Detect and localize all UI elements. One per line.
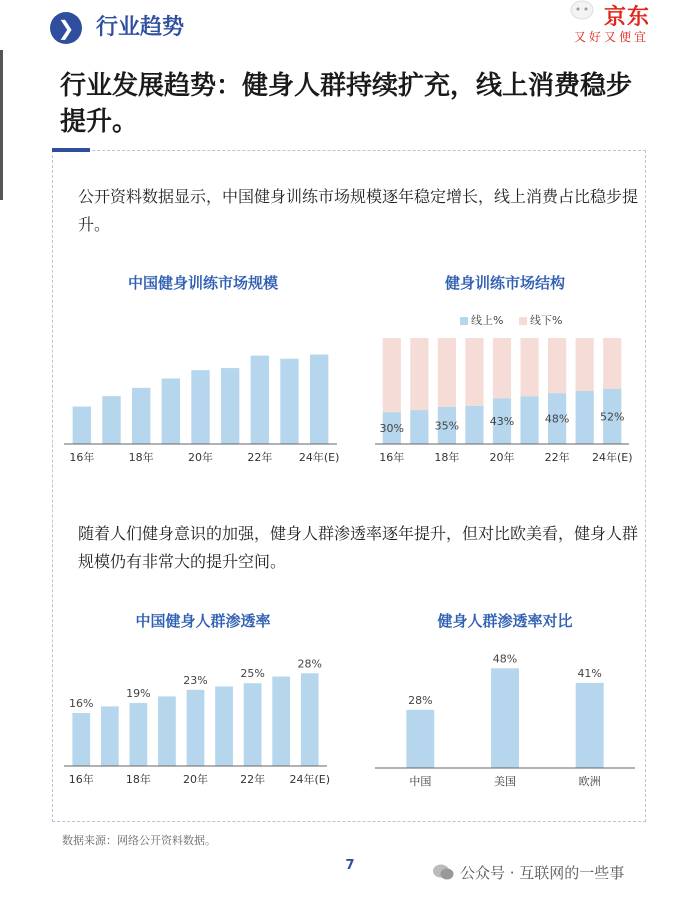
dog-mascot-icon bbox=[568, 0, 596, 22]
bar bbox=[158, 696, 176, 766]
x-tick-label: 20年 bbox=[183, 773, 208, 786]
left-edge-bar bbox=[0, 50, 3, 200]
bar-online bbox=[410, 410, 428, 444]
chart-3-svg bbox=[62, 640, 342, 790]
bar bbox=[132, 388, 150, 444]
data-label: 28% bbox=[408, 693, 433, 707]
data-label: 48% bbox=[492, 652, 518, 666]
x-tick-label: 22年 bbox=[247, 451, 273, 464]
bar bbox=[280, 359, 298, 444]
data-label: 25% bbox=[240, 667, 265, 681]
chevron-right-icon: ❯ bbox=[50, 12, 82, 44]
section-title: 行业趋势 bbox=[96, 15, 185, 40]
market-size-chart bbox=[62, 300, 342, 475]
brand-logo bbox=[568, 0, 678, 48]
page-number: 7 bbox=[345, 858, 355, 873]
x-tick-label: 美国 bbox=[494, 775, 516, 788]
data-label: 19% bbox=[126, 687, 151, 701]
bar-offline bbox=[438, 338, 456, 407]
data-label: 41% bbox=[577, 666, 602, 680]
x-tick-label: 24年(E) bbox=[298, 451, 340, 464]
bar bbox=[72, 713, 90, 766]
x-tick-label: 20年 bbox=[188, 451, 213, 464]
x-tick-label: 16年 bbox=[68, 773, 94, 786]
page-header bbox=[0, 0, 700, 56]
watermark-text: 公众号 · 互联网的一些事 bbox=[460, 864, 625, 882]
bar-offline bbox=[548, 338, 566, 393]
x-tick-label: 18年 bbox=[125, 773, 151, 786]
bar bbox=[221, 368, 239, 444]
chart-1-svg bbox=[62, 300, 342, 475]
data-label: 23% bbox=[183, 673, 208, 687]
data-label: 16% bbox=[69, 697, 94, 710]
bar-offline bbox=[410, 338, 428, 410]
bar bbox=[301, 673, 319, 766]
data-label: 43% bbox=[489, 415, 515, 429]
x-tick-label: 欧洲 bbox=[578, 775, 601, 788]
x-tick-label: 18年 bbox=[434, 451, 460, 464]
data-label: 30% bbox=[379, 422, 405, 436]
bar bbox=[191, 370, 209, 444]
logo-slogan: 又好又便宜 bbox=[574, 30, 650, 44]
penetration-paragraph: 随着人们健身意识的加强，健身人群渗透率逐年提升，但对比欧美看，健身人群规模仍有非常大的提升空间。 bbox=[78, 524, 639, 571]
bar bbox=[244, 683, 262, 766]
bar-online bbox=[465, 406, 483, 444]
legend-label-offline: 线下% bbox=[529, 314, 563, 327]
china-penetration-chart bbox=[62, 640, 342, 790]
bar bbox=[272, 677, 290, 766]
bar-online bbox=[520, 396, 538, 444]
x-tick-label: 16年 bbox=[379, 451, 405, 464]
logo-text: 京东 bbox=[604, 5, 651, 30]
panel-accent bbox=[52, 148, 90, 152]
bar-offline bbox=[603, 338, 621, 389]
bar-offline bbox=[520, 338, 538, 396]
data-label: 52% bbox=[599, 410, 625, 424]
bar bbox=[215, 687, 233, 767]
chart-1-title: 中国健身训练市场规模 bbox=[127, 274, 278, 292]
data-label: 28% bbox=[297, 657, 322, 671]
chart-2-svg bbox=[370, 300, 635, 475]
bar bbox=[101, 706, 119, 766]
x-tick-label: 20年 bbox=[489, 451, 515, 464]
bar bbox=[130, 703, 148, 766]
wechat-watermark bbox=[432, 862, 624, 883]
bar-offline bbox=[383, 338, 401, 412]
intro-paragraph: 公开资料数据显示，中国健身训练市场规模逐年稳定增长，线上消费占比稳步提升。 bbox=[78, 187, 639, 234]
bar bbox=[187, 690, 205, 766]
market-structure-chart bbox=[370, 300, 635, 475]
page-title: 行业发展趋势：健身人群持续扩充，线上消费稳步提升。 bbox=[60, 71, 633, 137]
chart-3-title: 中国健身人群渗透率 bbox=[135, 612, 271, 630]
x-tick-label: 18年 bbox=[128, 451, 154, 464]
bar-offline bbox=[465, 338, 483, 406]
legend-label-online: 线上% bbox=[471, 314, 504, 327]
bar bbox=[251, 356, 269, 444]
penetration-comparison-chart bbox=[370, 640, 640, 790]
data-source-note: 数据来源：网络公开资料数据。 bbox=[62, 834, 216, 847]
data-label: 48% bbox=[544, 412, 570, 426]
chart-2-title: 健身训练市场结构 bbox=[444, 274, 565, 292]
bar bbox=[576, 683, 604, 768]
wechat-icon bbox=[432, 863, 454, 881]
x-tick-label: 22年 bbox=[544, 451, 570, 464]
bar bbox=[310, 355, 328, 444]
x-tick-label: 16年 bbox=[69, 451, 95, 464]
x-tick-label: 24年(E) bbox=[591, 451, 633, 464]
data-label: 35% bbox=[434, 419, 460, 433]
bar bbox=[406, 710, 434, 768]
bar bbox=[102, 396, 120, 444]
bar bbox=[491, 668, 519, 768]
x-tick-label: 24年(E) bbox=[289, 773, 330, 786]
x-tick-label: 22年 bbox=[240, 773, 266, 786]
bar-online bbox=[576, 391, 594, 444]
x-tick-label: 中国 bbox=[409, 775, 432, 788]
chart-4-svg bbox=[370, 640, 640, 790]
chart-4-title: 健身人群渗透率对比 bbox=[437, 612, 573, 630]
bar-offline bbox=[493, 338, 511, 398]
bar bbox=[162, 378, 180, 444]
bar-offline bbox=[576, 338, 594, 391]
bar bbox=[73, 407, 91, 444]
